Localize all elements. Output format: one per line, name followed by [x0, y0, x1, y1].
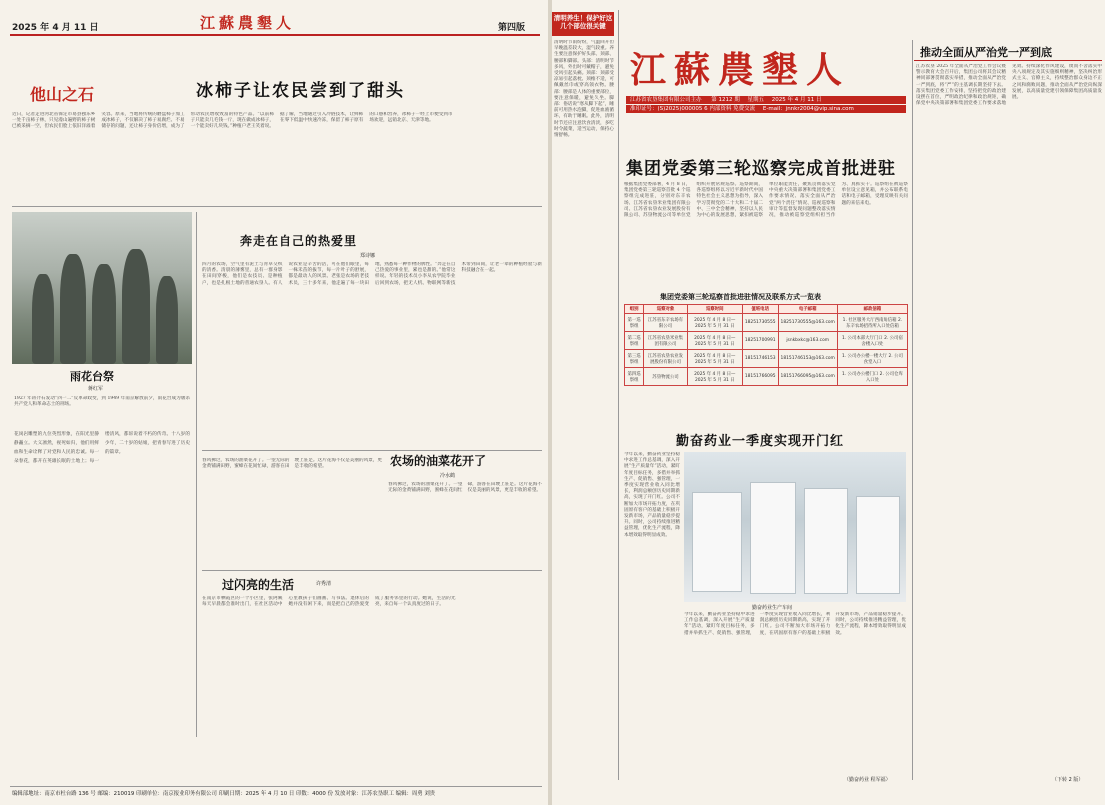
table-cell: 1. 公司本部大厅门口 2. 公司宿舍楼入口处: [837, 332, 907, 350]
page-masthead: 江蘇農墾人: [200, 14, 296, 32]
rapeseed-author: 冷水鹤: [440, 473, 456, 479]
pharma-body: 今年以来，勤奋药业坚持稳中求进工作总基调，深入开展“生产质量年”活动，紧盯年度目标任务，多措并举抓生产、促销售、强管理，一季度实现营业收入同比增长，利润总额创历史同期新高，实现了开门红。公司不断加大市场开拓力度，在巩固原有客户的基础上积极开发新市场，产品销量稳步提升。同时，公司持续推进精益管理，优化生产流程，降本增效取得明显成效。: [684, 612, 906, 636]
page-one: [552, 0, 1105, 805]
life-title: 过闪亮的生活: [222, 578, 295, 592]
page-date: 2025 年 4 月 11 日: [12, 23, 99, 33]
table-cell: 18251700991: [742, 332, 778, 350]
pharma-author: （勤奋药业 程军福）: [844, 777, 891, 783]
contact-email: E-mail：jnnkr2004@vip.sina.com: [762, 106, 854, 112]
table-cell: 2025 年 4 月 8 日—2025 年 5 月 31 日: [687, 350, 742, 368]
header-rule: [10, 34, 540, 36]
photo-author: 蒋红军: [88, 386, 104, 392]
love-work-author: 郑诗娜: [360, 253, 376, 259]
love-work-title: 奔走在自己的热爱里: [240, 234, 358, 248]
page-four: [0, 0, 548, 805]
table-cell: 2025 年 4 月 8 日—2025 年 5 月 31 日: [687, 332, 742, 350]
pharma-body-left: 今年以来，勤奋药业坚持稳中求进工作总基调，深入开展“生产质量年”活动，紧盯年度目标任务，多措并举抓生产、促销售、强管理，一季度实现营业收入同比增长，利润总额创历史同期新高，实现了开门红。公司不断加大市场开拓力度，在巩固原有客户的基础上积极开发新市场，产品销量稳步提升。同时，公司持续推进精益管理，优化生产流程，降本增效取得明显成效。: [624, 452, 680, 538]
table-header-row: [625, 305, 908, 314]
inspection-table: [624, 304, 908, 386]
section-divider: [12, 206, 542, 207]
table-row: [625, 350, 908, 368]
table-cell: 18251730555@163.com: [778, 314, 837, 332]
table-cell: 18151766095@163.com: [778, 368, 837, 386]
header-cell: 巡察时间: [687, 305, 742, 314]
publisher-bar: [626, 96, 906, 104]
warehouse-shelf: [856, 496, 900, 594]
header-cell: 邮政信箱: [837, 305, 907, 314]
table-row: [625, 314, 908, 332]
table-cell: 第四巡察组: [625, 368, 644, 386]
table-cell: 江苏省农垦农业发展股份有限公司: [644, 350, 688, 368]
rapeseed-title: 农场的油菜花开了: [390, 454, 487, 468]
permit-number: 准印证号：(S)2025)000005 6 内部资料 免费交流: [630, 106, 756, 112]
header-cell: 电子邮箱: [778, 305, 837, 314]
life-body: 在南京市栖霞区的一个小区里，张阿姨每天早晨都会准时出门，在社区活动中心里教孩子们画画、写书法。退休后的她并没有闲下来，而是把自己的热爱变成了服务邻里的行动。她说，生活的光亮，来自每一个认真度过的日子。: [202, 596, 456, 608]
table-row: [625, 332, 908, 350]
rapeseed-body: 春风拂过，农场的油菜花开了。一望无际的金黄铺满田野，蜜蜂在花间忙碌，游客在田埂上驻足。这片花海不仅是美丽的风景，更是丰收的希望。: [202, 458, 382, 470]
pharma-title: 勤奋药业一季度实现开门红: [676, 434, 845, 449]
table-title: 集团党委第三轮巡察首批进驻情况及联系方式一览表: [660, 292, 821, 301]
right-column-body: 江苏农垦 2025 年全面从严治党工作会议暨警示教育大会召开后，集团公司将其会议精神同部署贯彻落实举措，推动全面从严治党一严到底，将“严”的主基调长期坚持下去。落实集团党委工作安排，坚持把党的政治建设摆在首位，严明政治纪律和政治规矩，确保党中央决策部署和集团党委工作要求落地见效。持续深化作风建设，锲而不舍落实中央八项规定及其实施细则精神，坚决纠治形式主义、官僚主义，持续整治群众身边不正之风和腐败问题，推动全面从严治党向纵深发展，以高质量党建引领保障集团高质量发展。: [916, 64, 1102, 107]
statue-figure: [122, 249, 150, 364]
pharma-warehouse-photo: [684, 452, 906, 602]
table-cell: 苏垦物流公司: [644, 368, 688, 386]
lead-title: 集团党委第三轮巡察完成首批进驻: [626, 159, 896, 179]
love-work-body: 四月的农场，空气里有泥土与青草交织的清香。清晨的薄雾里，总有一群身影在田间穿梭，他们是农技员、是种植户，也是扎根土地的普通农垦人。有人说农业是辛苦的活，可在他们眼里，每一株禾苗的拔节，每一片叶子的舒展，都是最动人的风景。老张是农场的老技术员，三十多年来，他走遍了每一块田地，熟悉每一种作物的脾性。“奔走在自己热爱的事业里，累也是甜的。”他常这样说。年轻的技术员小李从农学院毕业后回到农场，把无人机、物联网等新技术带到田间，让老一辈的种植经验与新科技融合在一起。: [202, 262, 542, 286]
statue-figure: [32, 274, 54, 364]
warehouse-shelf: [750, 482, 796, 594]
section-divider: [202, 450, 542, 451]
table-cell: 18151746153: [742, 350, 778, 368]
publisher: 江苏省农垦集团有限公司主办: [630, 97, 702, 103]
table-cell: 18151746153@163.com: [778, 350, 837, 368]
top-right-headline: 推动全面从严治党一严到底: [920, 46, 1052, 59]
persimmon-title: 冰柿子让农民尝到了甜头: [196, 81, 405, 101]
table-cell: 第一巡察组: [625, 314, 644, 332]
section-divider: [202, 570, 542, 571]
table-cell: 第三巡察组: [625, 350, 644, 368]
rapeseed-body-cont: 春风拂过，农场的油菜花开了。一望无际的金黄铺满田野，蜜蜂在花间忙碌，游客在田埂上驻足。这片花海不仅是美丽的风景，更是丰收的希望。: [388, 482, 542, 494]
issue-number: 第 1212 期: [711, 97, 740, 103]
column-divider: [912, 40, 913, 780]
health-body: 清明时节雨纷纷，气温回升但早晚温差较大，湿气较重。养生要注意保护好头部、颈部、腰部和脚部。头部：清明时节多风，外出时可戴帽子，避免受风引起头痛。颈部：颈部受凉易引起落枕、颈椎不适，可佩戴丝巾或穿高领衣物。腰部：腰部是人体的重要部位，要注意保暖，避免久坐。脚部：俗话说“寒从脚下起”，睡前可用热水泡脚，促进血液循环，有助于睡眠。此外，清明时节还应注意饮食清淡，多吃时令蔬菜，适当运动，保持心情舒畅。: [554, 40, 614, 139]
table-cell: 1. 社区服务大厅西南角信箱 2. 东辛农场招待所入口处信箱: [837, 314, 907, 332]
warehouse-shelf: [692, 492, 742, 592]
header-cell: 巡察对象: [644, 305, 688, 314]
table-cell: 1. 公司办公楼一楼大厅 2. 公司食堂入口: [837, 350, 907, 368]
photo-caption: 1927 年蒋介石发动“四一二”反革命政变，到 1949 年南京解放前夕，雨花台成为屠杀共产党人和革命志士的刑场。: [14, 396, 190, 408]
table-row: [625, 368, 908, 386]
photo-title: 雨花台祭: [70, 370, 114, 383]
table-cell: 江苏省农垦米业集团有限公司: [644, 332, 688, 350]
warehouse-shelf: [804, 488, 848, 594]
table-cell: 18251730555: [742, 314, 778, 332]
lead-body: 根据集团党委部署，4 月 8 日，集团党委第三轮巡察首批 4 个巡察组完成进驻，分别对东辛农场、江苏省农垦米业集团有限公司、江苏省农垦农业发展股份有限公司、苏垦物流公司等单位党组织开展常规巡察。巡察期间，各巡察组将以习近平新时代中国特色社会主义思想为指导，深入学习贯彻党的二十大和二十届二中、三中全会精神，坚持以人民为中心的发展思想，紧扣被巡察单位职能责任，聚焦贯彻落实党中央重大决策部署和集团党委工作要求情况、落实全面从严治党“两个责任”情况、巡视巡察和审计等监督发现问题整改落实情况，推动被巡察党组织担当作为、真抓实干。巡察组在被巡察单位设立意见箱，并公布联系电话和电子邮箱，受理反映有关问题的来信来电。: [624, 182, 908, 219]
health-header: 清明养生！保护好这几个部位很关键: [552, 12, 614, 36]
table-cell: 江苏省东辛农场有限公司: [644, 314, 688, 332]
table-cell: jsnkbxkc@163.com: [778, 332, 837, 350]
issue-date: 2025 年 4 月 11 日: [771, 97, 822, 103]
life-author: 许秀清: [316, 581, 332, 587]
footer-rule: [10, 786, 542, 787]
header-cell: 值班电话: [742, 305, 778, 314]
column-divider: [196, 212, 197, 737]
table-cell: 18151766095: [742, 368, 778, 386]
column-tag: 他山之石: [30, 85, 95, 104]
statue-figure: [156, 276, 178, 364]
poem-body: 花岗岩雕塑的九位英烈形象，在阳光里静静矗立。大义凛然，视死如归，他们用鲜血和生命诠释了对党和人民的忠诚。每一朵春花，都开在英雄长眠的土地上；每一缕清风，都诉说着不朽的传奇。十八岁的少年，二十岁的姑娘，把青春写进了历史的篇章。: [14, 432, 190, 464]
newspaper-masthead: 江蘇農墾人: [630, 49, 851, 91]
pharma-caption: 勤奋药业生产车间: [752, 605, 793, 611]
column-divider: [618, 10, 619, 780]
table-cell: 2025 年 4 月 8 日—2025 年 5 月 31 日: [687, 368, 742, 386]
persimmon-body: 近日，记者走进河北省保定市易县独乐乡一处千亩柿子林，只见漫山遍野的柿子树已被采摘一空，但农民们脸上依旧洋溢着笑容。原来，当地将传统的磨盘柿子加工成冰柿子，不仅解决了柿子易腐烂、不易储存的问题，还让柿子身价倍增，成为了带动农民增收致富的特色产品。“以前柿子只能卖几毛钱一斤，现在做成冰柿子，一个能卖好几块钱。”种植户老王笑着说。据了解，当地通过引入冷链技术，让鲜柿在零下低温中快速冷冻，保留了柿子原有的口感和营养，冰柿子一经上市便受到市场欢迎，远销北京、天津等地。: [12, 112, 453, 130]
page-label: 第四版: [498, 23, 526, 33]
weekday: 星期五: [747, 97, 765, 103]
table-cell: 1. 公司办公楼门口 2. 公司仓库入口处: [837, 368, 907, 386]
statue-figure: [92, 264, 116, 364]
continued-note: （下转 2 版）: [1052, 777, 1084, 783]
permit-bar: [626, 105, 906, 113]
header-cell: 组别: [625, 305, 644, 314]
yuhuatai-statue-photo: [12, 212, 192, 364]
table-cell: 2025 年 4 月 8 日—2025 年 5 月 31 日: [687, 314, 742, 332]
headline-rule: [914, 60, 1102, 61]
statue-figure: [60, 254, 86, 364]
footer-info: 编辑部地址：南京市杜台路 136 号 邮编：210019 印刷单位：南京报业印务有限公司 印刷日期：2025 年 4 月 10 日 印数：4000 份 发放对象：江苏农垦职工 编辑：周勇 刘贵: [12, 791, 436, 797]
table-cell: 第二巡察组: [625, 332, 644, 350]
